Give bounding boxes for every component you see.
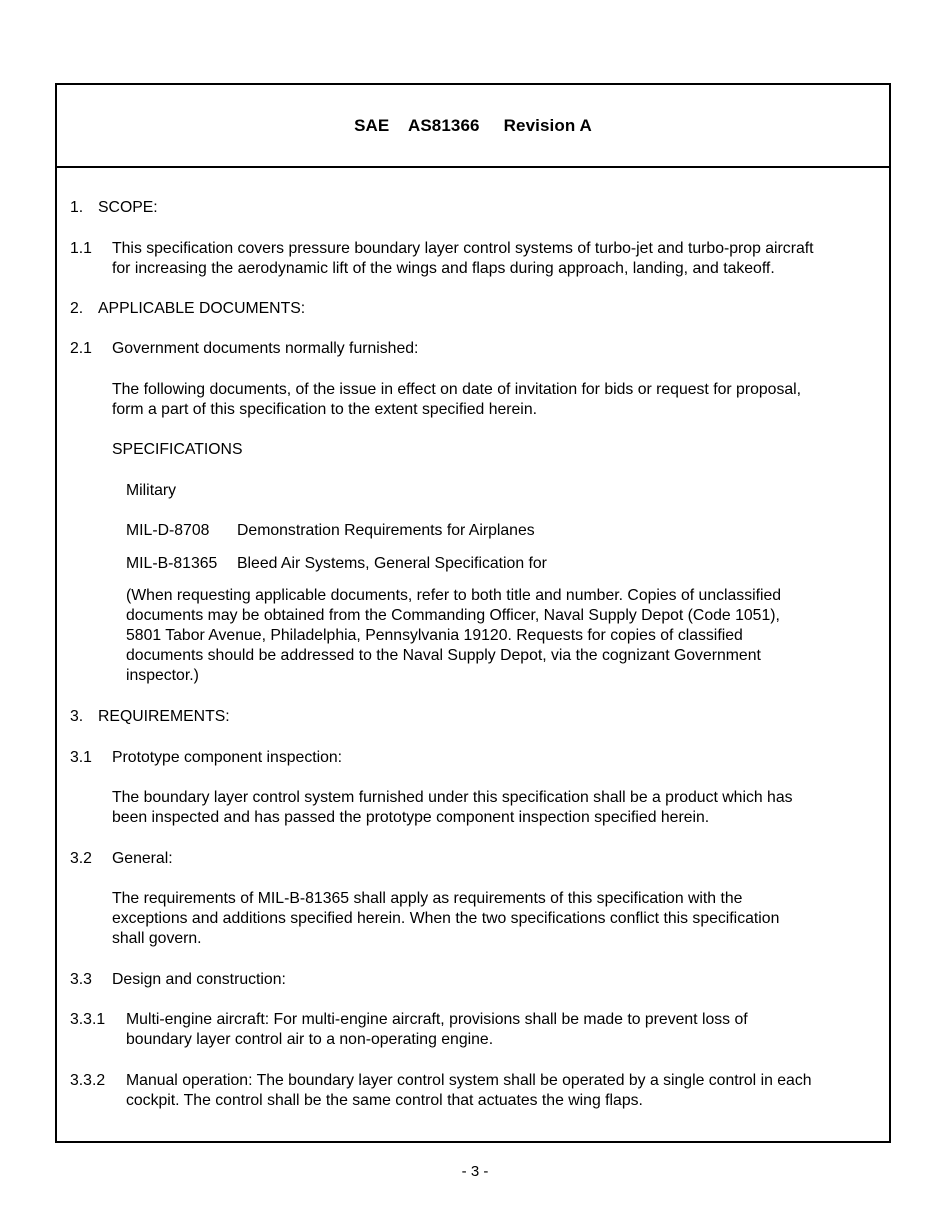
doc-id: MIL-D-8708 xyxy=(126,522,210,539)
text-line: been inspected and has passed the prototype component inspection specified herein. xyxy=(112,809,710,826)
document-header xyxy=(57,85,889,168)
text-line: (When requesting applicable documents, refer to both title and number. Copies of unclassified xyxy=(126,587,782,604)
section-number: 1. xyxy=(70,199,84,216)
section-3-1-paragraph xyxy=(112,788,793,828)
section-number: 2.1 xyxy=(70,340,92,357)
section-heading: General: xyxy=(112,850,173,867)
section-number: 3.3.2 xyxy=(70,1072,106,1089)
text-line: Manual operation: The boundary layer control system shall be operated by a single control in each xyxy=(126,1072,812,1089)
text-line: for increasing the aerodynamic lift of the wings and flaps during approach, landing, and takeoff. xyxy=(112,260,775,277)
text-line: shall govern. xyxy=(112,930,202,947)
section-heading: Prototype component inspection: xyxy=(112,749,343,766)
text-line: The following documents, of the issue in effect on date of invitation for bids or request for proposal, xyxy=(112,381,802,398)
reference-doc-1 xyxy=(126,521,535,541)
documents-note xyxy=(126,586,781,686)
page-number: - 3 - xyxy=(461,1163,489,1180)
section-text xyxy=(112,239,814,279)
specifications-heading: SPECIFICATIONS xyxy=(112,441,243,458)
section-heading: Design and construction: xyxy=(112,971,286,988)
section-text xyxy=(126,1071,812,1111)
text-line: exceptions and additions specified herein. When the two specifications conflict this specification xyxy=(112,910,780,927)
document-frame xyxy=(55,83,891,1143)
text-line: boundary layer control air to a non-operating engine. xyxy=(126,1031,494,1048)
section-number: 3.3 xyxy=(70,971,92,988)
text-line: documents may be obtained from the Commanding Officer, Naval Supply Depot (Code 1051), xyxy=(126,607,780,624)
section-3-2-paragraph xyxy=(112,889,779,949)
reference-doc-2 xyxy=(126,554,547,574)
section-2-1-paragraph xyxy=(112,380,801,420)
document-title: SAE AS81366 Revision A xyxy=(354,115,592,135)
text-line: The boundary layer control system furnished under this specification shall be a product which has xyxy=(112,789,793,806)
text-line: The requirements of MIL-B-81365 shall apply as requirements of this specification with the xyxy=(112,890,743,907)
text-line: Multi-engine aircraft: For multi-engine aircraft, provisions shall be made to prevent loss of xyxy=(126,1011,748,1028)
section-number: 2. xyxy=(70,300,84,317)
text-line: 5801 Tabor Avenue, Philadelphia, Pennsylvania 19120. Requests for copies of classified xyxy=(126,627,743,644)
section-number: 1.1 xyxy=(70,240,92,257)
section-number: 3. xyxy=(70,708,84,725)
section-text xyxy=(126,1010,748,1050)
section-heading: REQUIREMENTS: xyxy=(98,708,230,725)
section-heading: Government documents normally furnished: xyxy=(112,340,419,357)
text-line: inspector.) xyxy=(126,667,199,684)
doc-title: Demonstration Requirements for Airplanes xyxy=(237,522,535,539)
military-heading: Military xyxy=(126,482,177,499)
text-line: form a part of this specification to the extent specified herein. xyxy=(112,401,537,418)
doc-title: Bleed Air Systems, General Specification for xyxy=(237,555,547,572)
doc-id: MIL-B-81365 xyxy=(126,555,218,572)
text-line: documents should be addressed to the Naval Supply Depot, via the cognizant Government xyxy=(126,647,761,664)
text-line: cockpit. The control shall be the same control that actuates the wing flaps. xyxy=(126,1092,643,1109)
section-heading: SCOPE: xyxy=(98,199,158,216)
text-line: This specification covers pressure boundary layer control systems of turbo-jet and turbo-prop aircraft xyxy=(112,240,814,257)
document-body xyxy=(57,168,889,1141)
section-number: 3.2 xyxy=(70,850,92,867)
section-number: 3.3.1 xyxy=(70,1011,106,1028)
section-heading: APPLICABLE DOCUMENTS: xyxy=(98,300,306,317)
section-number: 3.1 xyxy=(70,749,92,766)
